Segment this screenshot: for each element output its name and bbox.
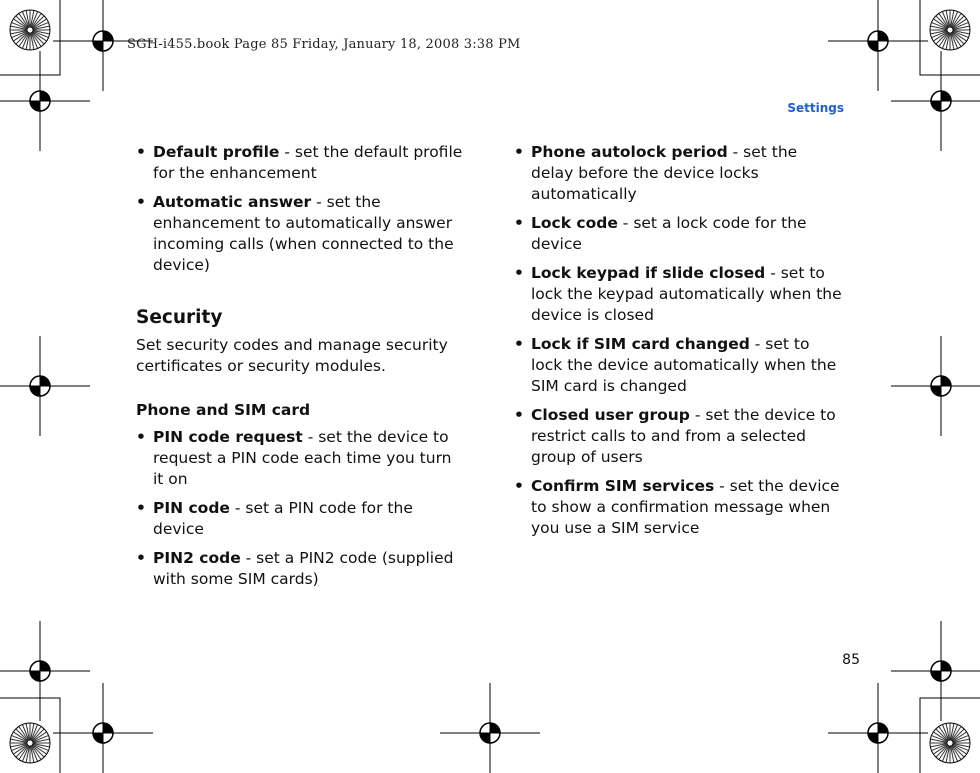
bullet: • bbox=[514, 406, 524, 424]
bullet: • bbox=[514, 214, 524, 232]
item-term: Phone autolock period bbox=[531, 143, 728, 161]
item-desc: - set the default profile for the enhancement bbox=[153, 143, 463, 182]
list-item bbox=[514, 334, 844, 397]
security-options-list bbox=[514, 142, 844, 539]
item-desc: - set the device to show a confirmation message when you use a SIM service bbox=[531, 477, 840, 537]
item-desc: - set the device to request a PIN code each time you turn it on bbox=[153, 428, 452, 488]
item-term: Confirm SIM services bbox=[531, 477, 715, 495]
right-column bbox=[514, 142, 844, 547]
item-desc: - set a PIN2 code (supplied with some SIM cards) bbox=[153, 549, 454, 588]
bullet: • bbox=[136, 499, 146, 517]
list-item bbox=[514, 405, 844, 468]
item-term: Lock if SIM card changed bbox=[531, 335, 750, 353]
list-item bbox=[514, 213, 844, 255]
item-term: Lock keypad if slide closed bbox=[531, 264, 766, 282]
item-term: Default profile bbox=[153, 143, 280, 161]
bullet: • bbox=[136, 549, 146, 567]
item-term: PIN code request bbox=[153, 428, 303, 446]
item-desc: - set a PIN code for the device bbox=[153, 499, 413, 538]
chapter-header: Settings bbox=[787, 101, 844, 115]
item-term: PIN code bbox=[153, 499, 230, 517]
left-column bbox=[136, 142, 466, 598]
section-title: Security bbox=[136, 307, 223, 328]
item-term: Automatic answer bbox=[153, 193, 312, 211]
list-item bbox=[514, 263, 844, 326]
item-desc: - set a lock code for the device bbox=[531, 214, 807, 253]
item-desc: - set the delay before the device locks automatically bbox=[531, 143, 798, 203]
section-description: Set security codes and manage security certificates or security modules. bbox=[136, 336, 448, 375]
bullet: • bbox=[514, 477, 524, 495]
item-desc: - set the device to restrict calls to and from a selected group of users bbox=[531, 406, 836, 466]
item-term: PIN2 code bbox=[153, 549, 241, 567]
print-slug: SGH-i455.book Page 85 Friday, January 18, 2008 3:38 PM bbox=[127, 37, 521, 52]
list-item bbox=[136, 142, 466, 184]
bullet: • bbox=[136, 143, 146, 161]
phone-sim-list bbox=[136, 427, 466, 590]
list-item bbox=[136, 548, 466, 590]
bullet: • bbox=[514, 143, 524, 161]
subheading: Phone and SIM card bbox=[136, 401, 311, 419]
list-item bbox=[514, 142, 844, 205]
intro-list bbox=[136, 142, 466, 276]
bullet: • bbox=[136, 428, 146, 446]
page-number: 85 bbox=[842, 652, 860, 668]
item-term: Closed user group bbox=[531, 406, 690, 424]
list-item bbox=[136, 498, 466, 540]
bullet: • bbox=[514, 264, 524, 282]
bullet: • bbox=[136, 193, 146, 211]
item-term: Lock code bbox=[531, 214, 618, 232]
list-item bbox=[136, 192, 466, 276]
item-desc: - set to lock the device automatically when the SIM card is changed bbox=[531, 335, 837, 395]
list-item bbox=[514, 476, 844, 539]
item-desc: - set the enhancement to automatically answer incoming calls (when connected to the device) bbox=[153, 193, 454, 274]
bullet: • bbox=[514, 335, 524, 353]
item-desc: - set to lock the keypad automatically when the device is closed bbox=[531, 264, 842, 324]
list-item bbox=[136, 427, 466, 490]
